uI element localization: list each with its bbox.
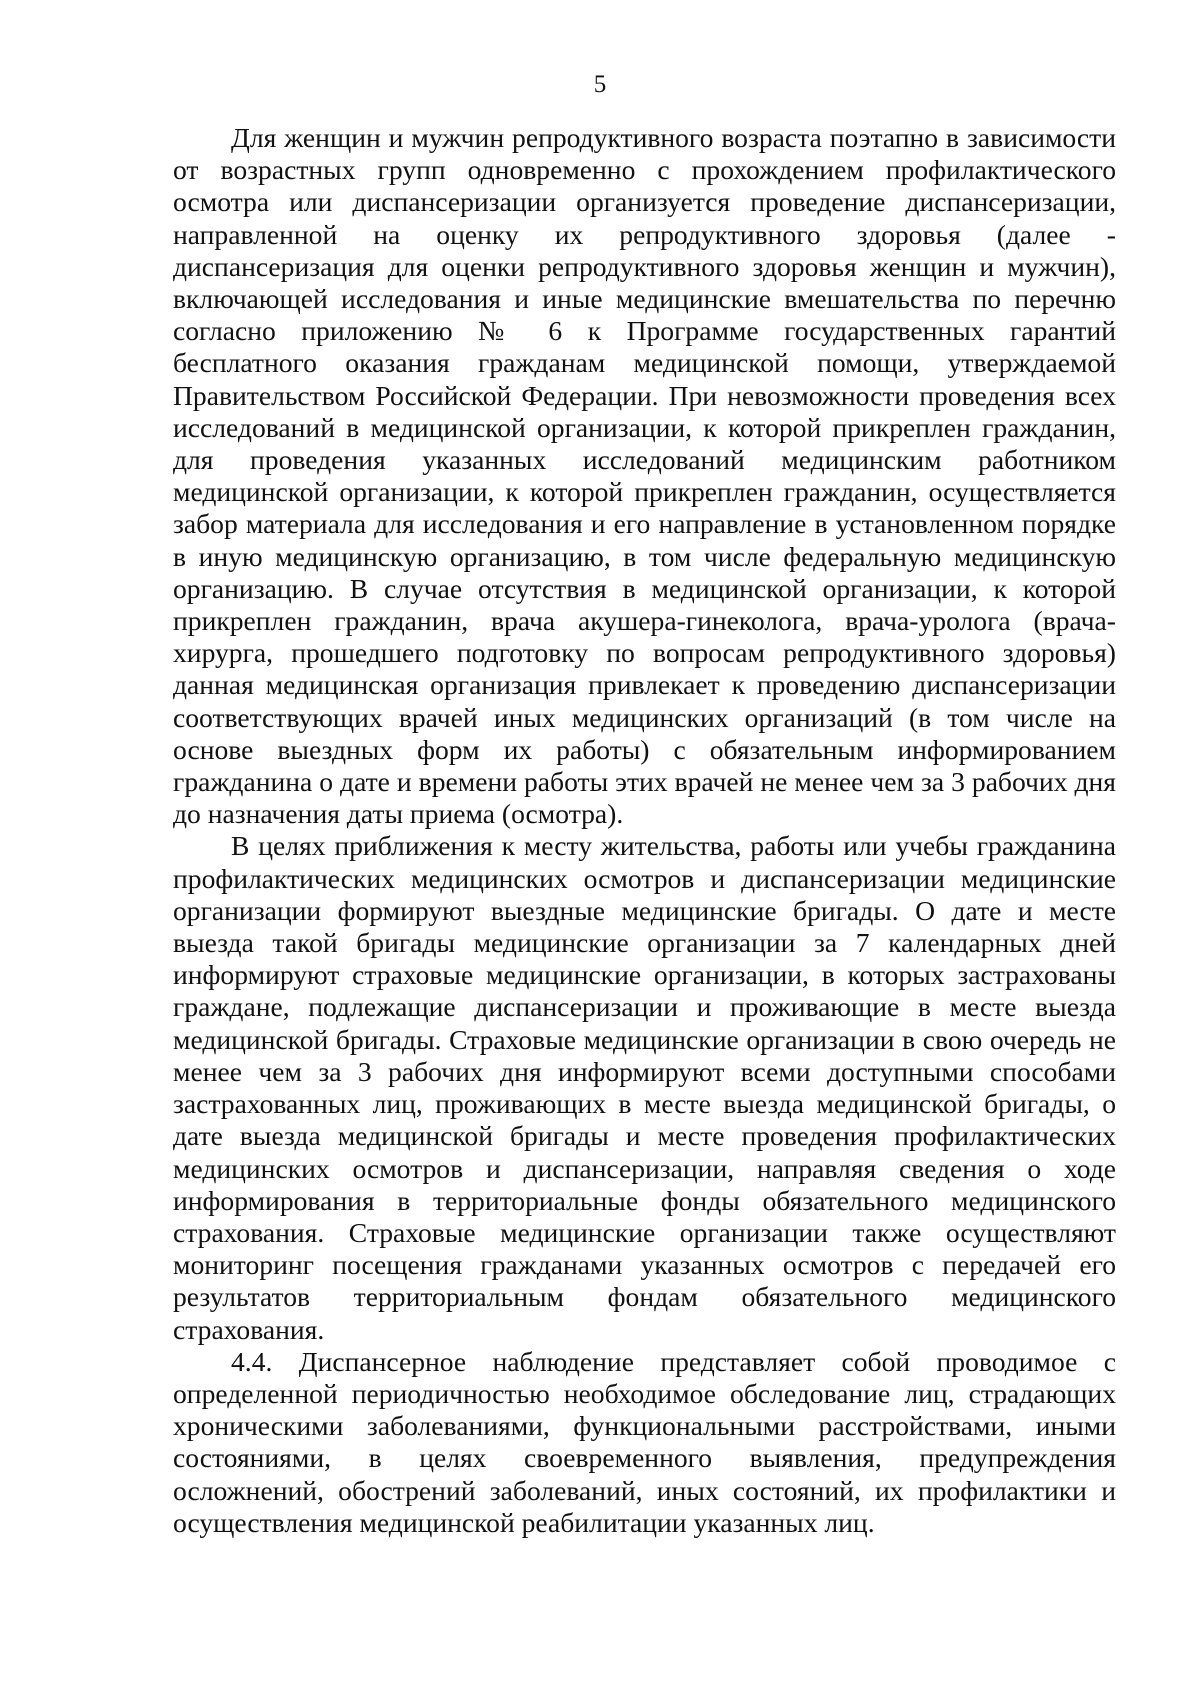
paragraph-reproductive-health-screening: Для женщин и мужчин репродуктивного возраста поэтапно в зависимости от возрастных групп одновременно с прохождением профилактического осмотра или диспансеризации организуется проведение диспансеризации, направленной на оценку их репродуктивного здоровья (далее - диспансеризация для оценки репродуктивного здоровья женщин и мужчин), включающей исследования и иные медицинские вмешательства по перечню согласно приложению № 6 к Программе государственных гарантий бесплатного оказания гражданам медицинской помощи, утверждаемой Правительством Российской Федерации. При невозможности проведения всех исследований в медицинской организации, к которой прикреплен гражданин, для проведения указанных исследований медицинским работником медицинской организации, к которой прикреплен гражданин, осуществляется забор материала для исследования и его направление в установленном порядке в иную медицинскую организацию, в том числе федеральную медицинскую организацию. В случае отсутствия в медицинской организации, к которой прикреплен гражданин, врача акушера-гинеколога, врача-уролога (врача-хирурга, прошедшего подготовку по вопросам репродуктивного здоровья) данная медицинская организация привлекает к проведению диспансеризации соответствующих врачей иных медицинских организаций (в том числе на основе выездных форм их работы) с обязательным информированием гражданина о дате и времени работы этих врачей не менее чем за 3 рабочих дня до назначения даты приема (осмотра). xyxy=(173,122,1116,830)
paragraph-mobile-medical-teams: В целях приближения к месту жительства, работы или учебы гражданина профилактических медицинских осмотров и диспансеризации медицинские организации формируют выездные медицинские бригады. О дате и месте выезда такой бригады медицинские организации за 7 календарных дней информируют страховые медицинские организации, в которых застрахованы граждане, подлежащие диспансеризации и проживающие в месте выезда медицинской бригады. Страховые медицинские организации в свою очередь не менее чем за 3 рабочих дня информируют всеми доступными способами застрахованных лиц, проживающих в месте выезда медицинской бригады, о дате выезда медицинской бригады и месте проведения профилактических медицинских осмотров и диспансеризации, направляя сведения о ходе информирования в территориальные фонды обязательного медицинского страхования. Страховые медицинские организации также осуществляют мониторинг посещения гражданами указанных осмотров с передачей его результатов территориальным фондам обязательного медицинского страхования. xyxy=(173,830,1116,1345)
page-number: 5 xyxy=(593,71,607,98)
document-body xyxy=(173,122,1116,1539)
paragraph-dispensary-observation: 4.4. Диспансерное наблюдение представляет собой проводимое с определенной периодичностью необходимое обследование лиц, страдающих хроническими заболеваниями, функциональными расстройствами, иными состояниями, в целях своевременного выявления, предупреждения осложнений, обострений заболеваний, иных состояний, их профилактики и осуществления медицинской реабилитации указанных лиц. xyxy=(173,1345,1116,1538)
